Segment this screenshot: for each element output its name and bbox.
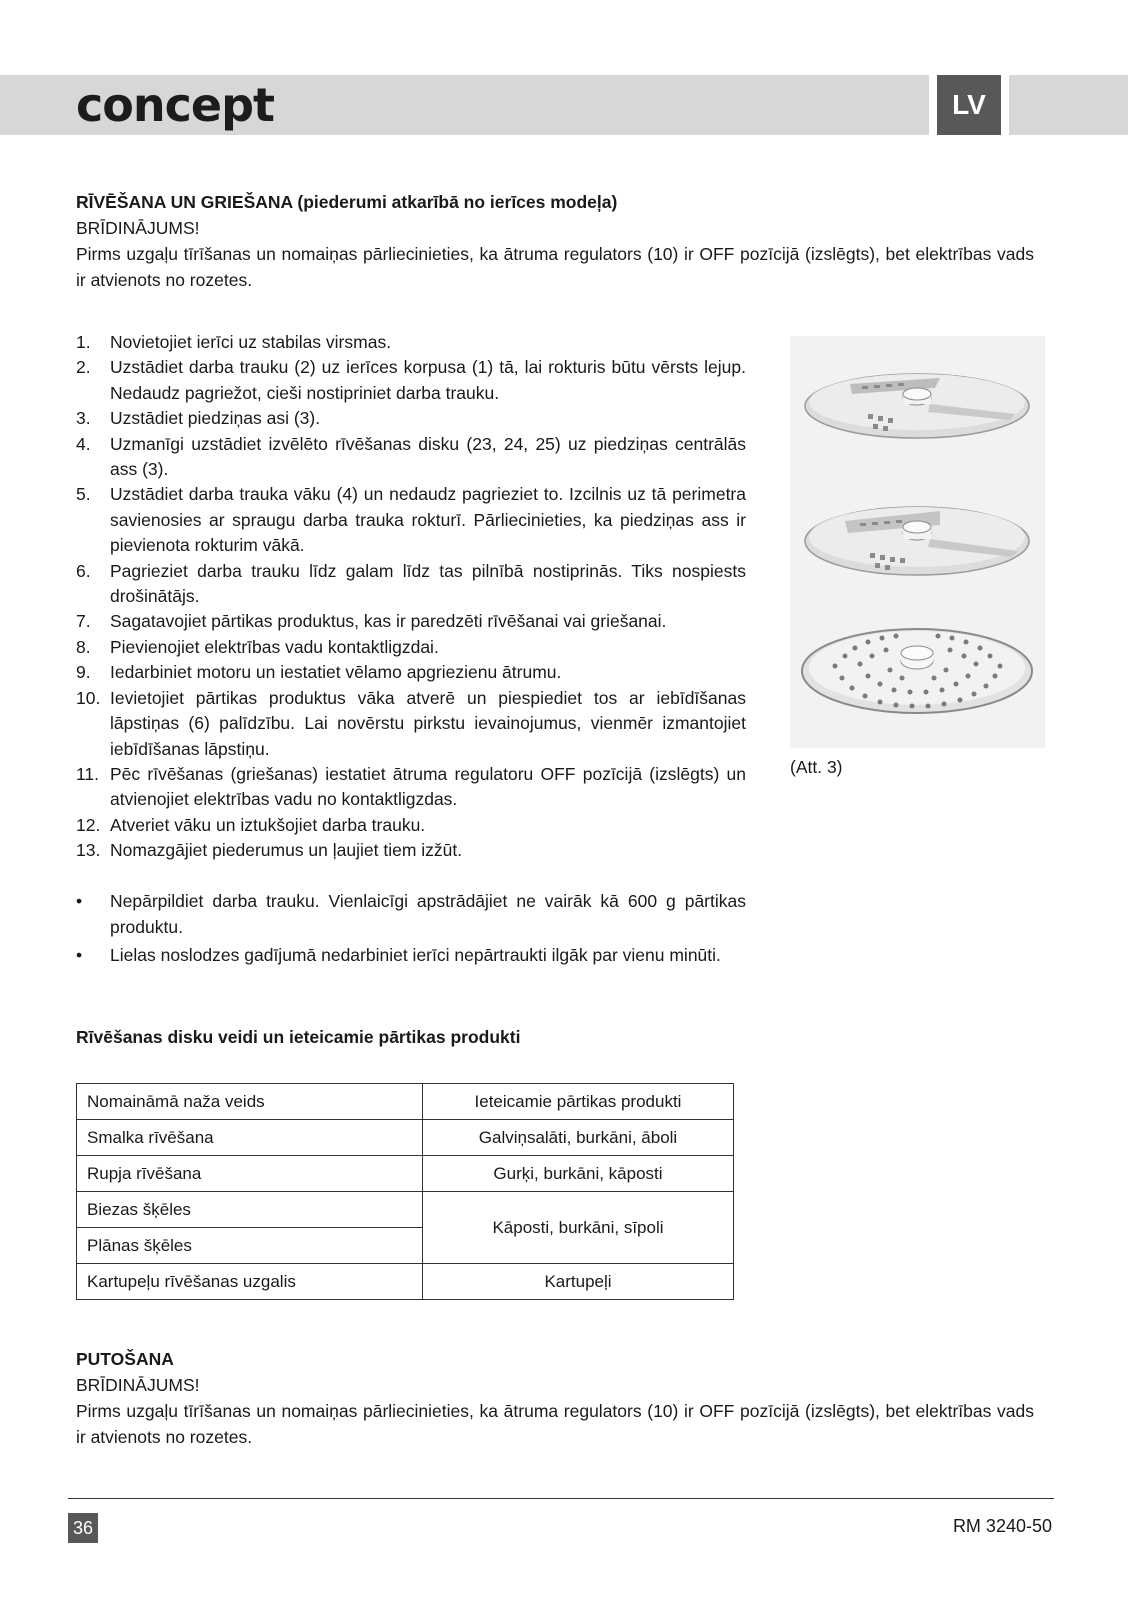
disc-figure <box>790 336 1045 748</box>
language-badge: LV <box>937 75 1001 135</box>
figure-caption: (Att. 3) <box>790 757 843 777</box>
list-item: 5. Uzstādiet darba trauka vāku (4) un nedaudz pagrieziet to. Izcilnis uz tā perimetra savienosies ar spraugu darba trauka rokturī. Pārliecinieties, ka piedziņas ass ir pievienota rokturim vākā. <box>76 484 746 556</box>
section-grating <box>76 189 1056 293</box>
table-header-cell: Ieteicamie pārtikas produkti <box>423 1084 734 1120</box>
table-cell: Kartupeļi <box>423 1264 734 1300</box>
list-item: 7. Sagatavojiet pārtikas produktus, kas ir paredzēti rīvēšanai vai griešanai. <box>76 611 667 632</box>
warning-text: Pirms uzgaļu tīrīšanas un nomaiņas pārliecinieties, ka ātruma regulators (10) ir OFF pozīcijā (izslēgts), bet elektrības vads ir atvienots no rozetes. <box>76 244 1034 290</box>
table-row <box>77 1264 734 1300</box>
section-title: PUTOŠANA <box>76 1349 174 1369</box>
table-cell: Plānas šķēles <box>77 1228 423 1264</box>
warning-text: Pirms uzgaļu tīrīšanas un nomaiņas pārliecinieties, ka ātruma regulators (10) ir OFF pozīcijā (izslēgts), bet elektrības vads ir atvienots no rozetes. <box>76 1401 1034 1447</box>
list-item: 13. Nomazgājiet piederumus un ļaujiet tiem izžūt. <box>76 840 463 861</box>
model-number: RM 3240-50 <box>952 1516 1052 1536</box>
table-row <box>77 1120 734 1156</box>
list-item: 12. Atveriet vāku un iztukšojiet darba trauku. <box>76 814 426 835</box>
table-title: Rīvēšanas disku veidi un ieteicamie pārtikas produkti <box>76 1027 521 1047</box>
slicing-disc-icon <box>805 374 1029 438</box>
table-cell: Rupja rīvēšana <box>77 1156 423 1192</box>
section-title: RĪVĒŠANA UN GRIEŠANA (piederumi atkarībā no ierīces modeļa) <box>76 192 618 212</box>
brand-logo: concept <box>76 78 275 132</box>
list-item: 4. Uzmanīgi uzstādiet izvēlēto rīvēšanas disku (23, 24, 25) uz piedziņas centrālās ass (3). <box>76 433 746 480</box>
header-divider <box>929 75 937 135</box>
steps-list <box>76 330 746 864</box>
disc-table <box>76 1083 734 1300</box>
list-item: 6. Pagrieziet darba trauku līdz galam līdz tas pilnībā nostiprinās. Tiks nospiests drošinātājs. <box>76 560 746 607</box>
list-item: 3. Uzstādiet piedziņas asi (3). <box>76 408 321 429</box>
table-cell: Kāposti, burkāni, sīpoli <box>423 1192 734 1264</box>
grating-disc-icon <box>805 507 1029 575</box>
footer-divider <box>68 1498 1054 1499</box>
table-cell: Gurķi, burkāni, kāposti <box>423 1156 734 1192</box>
table-row <box>77 1192 734 1228</box>
list-item: • Lielas noslodzes gadījumā nedarbiniet ierīci nepārtraukti ilgāk par vienu minūti. <box>76 945 721 965</box>
potato-grater-disc-icon <box>802 629 1032 713</box>
section-whisking <box>76 1346 1056 1450</box>
table-cell: Smalka rīvēšana <box>77 1120 423 1156</box>
list-item: 2. Uzstādiet darba trauku (2) uz ierīces korpusa (1) tā, lai rokturis būtu vērsts lejup. Nedaudz pagriežot, cieši nostipriniet darba trauku. <box>76 357 746 403</box>
table-cell: Kartupeļu rīvēšanas uzgalis <box>77 1264 423 1300</box>
warning-label: BRĪDINĀJUMS! <box>76 218 200 238</box>
list-item: 1. Novietojiet ierīci uz stabilas virsmas. <box>76 332 392 352</box>
list-item: • Nepārpildiet darba trauku. Vienlaicīgi apstrādājiet ne vairāk kā 600 g pārtikas produktu. <box>76 891 746 937</box>
list-item: 11. Pēc rīvēšanas (griešanas) iestatiet ātruma regulatoru OFF pozīcijā (izslēgts) un atvienojiet elektrības vadu no kontaktligzdas. <box>76 763 746 810</box>
table-cell: Galviņsalāti, burkāni, āboli <box>423 1120 734 1156</box>
table-row <box>77 1156 734 1192</box>
page-number: 36 <box>68 1513 98 1543</box>
table-header-row <box>77 1084 734 1120</box>
table-header-cell: Nomaināmā naža veids <box>77 1084 423 1120</box>
list-item: 8. Pievienojiet elektrības vadu kontaktligzdai. <box>76 636 439 657</box>
list-item: 9. Iedarbiniet motoru un iestatiet vēlamo apgriezienu ātrumu. <box>76 662 562 683</box>
list-item: 10. Ievietojiet pārtikas produktus vāka atverē un piespiediet tos ar iebīdīšanas lāpstiņas (6) palīdzību. Lai novērstu pirkstu ievainojumus, vienmēr izmantojiet iebīdīšanas lāpstiņu. <box>76 687 746 759</box>
header-divider <box>1001 75 1009 135</box>
notes-list <box>76 888 746 970</box>
warning-label: BRĪDINĀJUMS! <box>76 1375 200 1395</box>
table-cell: Biezas šķēles <box>77 1192 423 1228</box>
